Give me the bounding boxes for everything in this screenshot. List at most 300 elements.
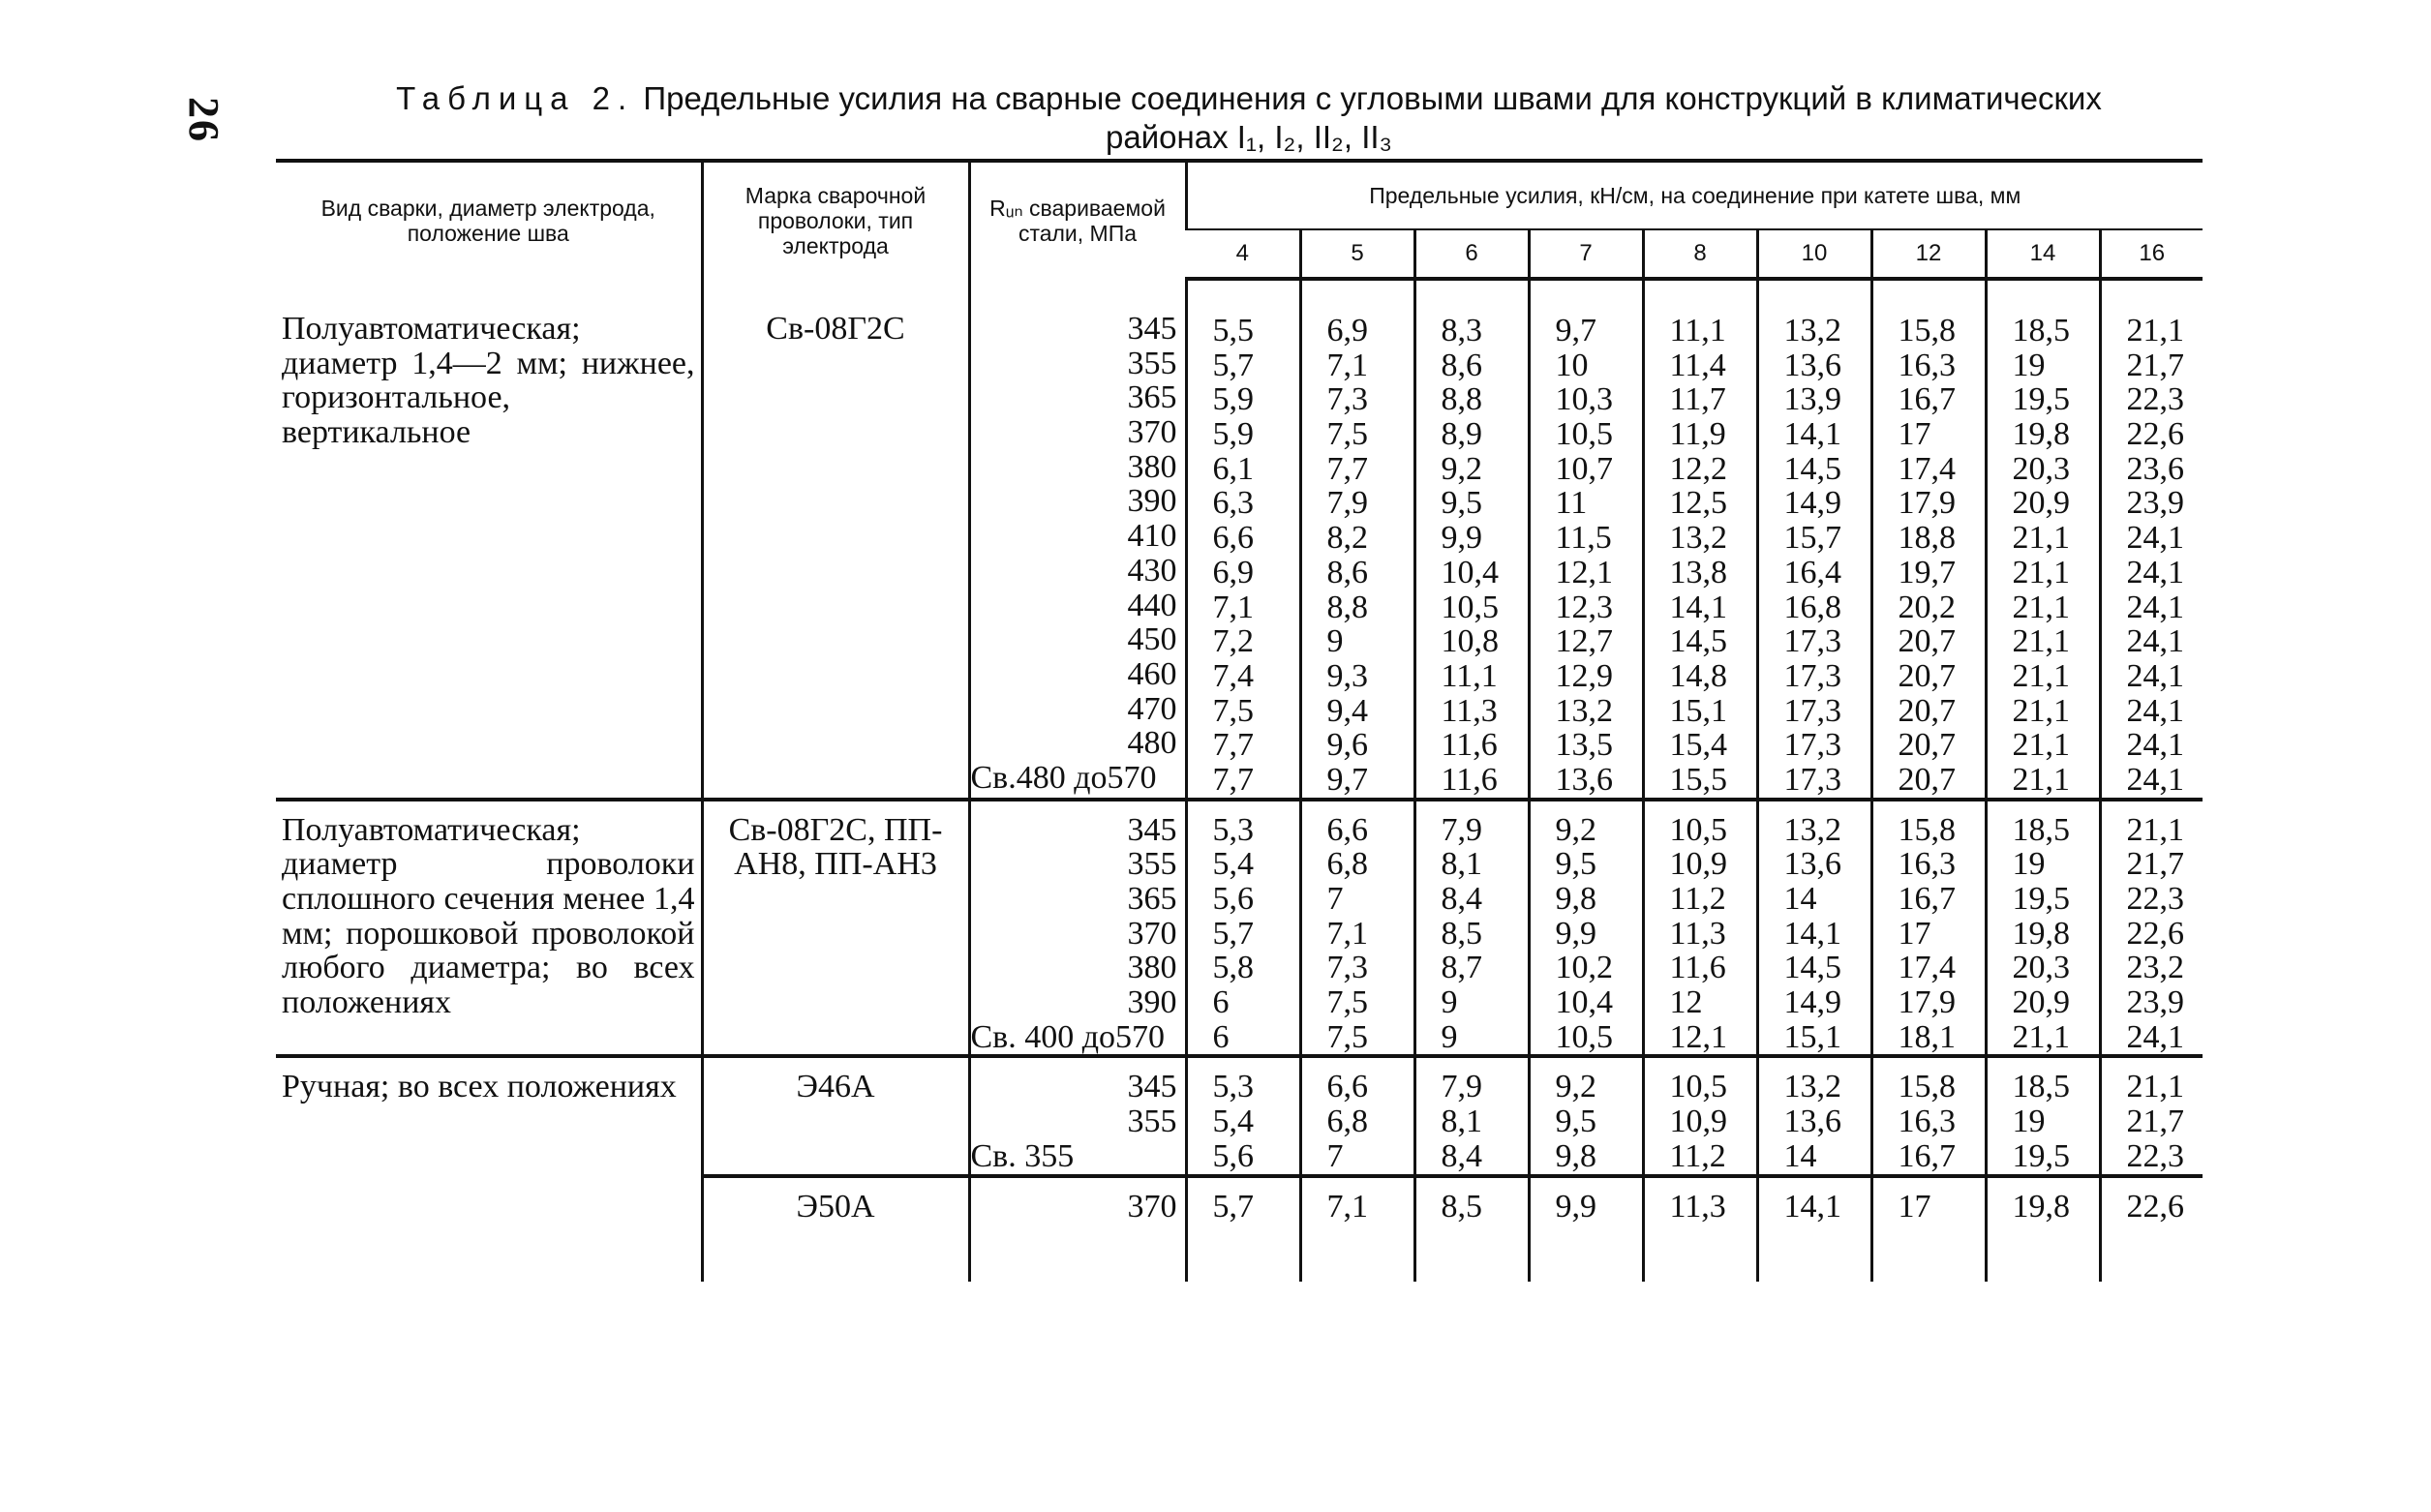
force-cell-leg-12 [1871,1056,1986,1175]
force-value: 6,6 [1212,520,1254,557]
force-value: 17,4 [1898,950,1956,986]
force-value: 21,1 [2012,1018,2070,1055]
force-value: 9,5 [1555,1104,1596,1140]
force-value: 7,5 [1326,416,1368,453]
force-cell-leg-4 [1186,279,1300,800]
force-value: 14,5 [1783,450,1841,487]
force-cell-leg-6 [1414,1176,1529,1225]
force-value: 21,1 [2012,692,2070,729]
run-value: 355 [1127,846,1177,883]
force-value: 13,6 [1783,846,1841,883]
force-value: 10,5 [1669,1069,1727,1105]
force-cell-leg-12 [1871,800,1986,1057]
force-value: 12,7 [1555,623,1613,660]
force-value: 12,1 [1669,1018,1727,1055]
force-value: 9,8 [1555,1137,1596,1174]
force-value: 18,1 [1898,1018,1956,1055]
force-value: 13,8 [1669,554,1727,590]
table-group [276,800,2203,1057]
force-value: 21,1 [2126,811,2184,848]
force-value: 5,7 [1212,347,1254,383]
force-value: 6,8 [1326,846,1368,883]
force-value: 11,3 [1441,692,1498,729]
force-value: 20,3 [2012,450,2070,487]
force-cell-leg-14 [1986,1056,2100,1175]
force-value: 13,2 [1783,313,1841,348]
force-cell-leg-14 [1986,279,2100,800]
header-leg-8: 8 [1643,229,1757,279]
force-value: 10,5 [1441,589,1499,625]
force-value: 12,5 [1669,485,1727,522]
force-value: 18,5 [2012,313,2070,348]
force-value: 5,8 [1212,950,1254,986]
force-value: 14 [1783,881,1817,917]
force-cell-leg-5 [1300,1176,1414,1225]
force-value: 9,2 [1555,811,1596,848]
force-value: 14,1 [1783,416,1841,453]
run-value: 430 [1127,552,1177,589]
caption-text-line1: Предельные усилия на сварные соединения с угловыми швами для конструкций в климатических [634,80,2102,116]
force-cell-leg-7 [1529,1176,1643,1225]
table-group [276,1056,2203,1175]
run-value: 345 [1127,811,1177,848]
force-value: 11,5 [1555,520,1612,557]
force-value: 9,9 [1441,520,1482,557]
force-value: 11,6 [1441,727,1498,764]
force-value: 17,9 [1898,485,1956,522]
force-value: 12,2 [1669,450,1727,487]
force-value: 11,1 [1441,657,1498,694]
force-cell-leg-7 [1529,800,1643,1057]
force-value: 19,5 [2012,381,2070,418]
force-value: 9,9 [1555,1188,1596,1225]
run-value: 370 [1127,915,1177,952]
force-value: 7,1 [1326,1188,1368,1225]
force-value: 11,3 [1669,1188,1726,1225]
force-value: 22,6 [2126,1188,2184,1225]
force-value: 10,4 [1441,554,1499,590]
force-value: 7,9 [1441,1069,1482,1105]
force-value: 23,6 [2126,450,2184,487]
force-cell-leg-8 [1643,1056,1757,1175]
force-value: 22,6 [2126,915,2184,952]
force-value: 18,8 [1898,520,1956,557]
force-value: 21,7 [2126,347,2184,383]
header-leg-5: 5 [1300,229,1414,279]
force-value: 20,7 [1898,692,1956,729]
force-cell-leg-16 [2100,800,2203,1057]
force-value: 17,3 [1783,727,1841,764]
force-value: 9,4 [1326,692,1368,729]
run-value: 355 [1127,345,1177,381]
force-value: 7,3 [1326,381,1368,418]
force-value: 19,5 [2012,881,2070,917]
force-value: 21,1 [2126,313,2184,348]
force-value: 7,7 [1326,450,1368,487]
force-value: 17,3 [1783,623,1841,660]
force-cell-leg-10 [1757,1056,1871,1175]
force-value: 22,6 [2126,416,2184,453]
table-group [276,279,2203,800]
force-value: 7,7 [1212,727,1254,764]
force-value: 9 [1326,623,1344,660]
force-cell-leg-10 [1757,1176,1871,1225]
force-value: 19,8 [2012,1188,2070,1225]
force-value: 19 [2012,347,2046,383]
force-value: 16,3 [1898,846,1956,883]
force-value: 14,9 [1783,485,1841,522]
force-value: 13,2 [1669,520,1727,557]
force-value: 19,5 [2012,1137,2070,1174]
run-value: Св. 400 до570 [970,1018,1166,1055]
table-row [276,279,2203,800]
force-value: 10 [1555,347,1589,383]
force-value: 20,3 [2012,950,2070,986]
force-value: 14,5 [1669,623,1727,660]
force-value: 17,9 [1898,984,1956,1021]
force-value: 20,7 [1898,623,1956,660]
force-value: 6,6 [1326,1069,1368,1105]
run-value: 345 [1127,1069,1177,1105]
force-value: 15,7 [1783,520,1841,557]
run-value: 440 [1127,587,1177,623]
force-value: 8,4 [1441,881,1482,917]
force-value: 11,9 [1669,416,1726,453]
force-value: 10,7 [1555,450,1613,487]
force-value: 21,7 [2126,846,2184,883]
force-value: 7,7 [1212,761,1254,798]
empty-cell [2100,1224,2203,1282]
force-value: 8,5 [1441,915,1482,952]
force-value: 14,1 [1669,589,1727,625]
force-value: 6,9 [1212,554,1254,590]
force-value: 8,9 [1441,416,1482,453]
wire-brand-cell: Св-08Г2С [702,279,969,800]
caption-label: Таблица 2. [396,80,635,116]
force-value: 20,7 [1898,761,1956,798]
header-run: Rᵤₙ свариваемой стали, МПа [969,161,1186,279]
force-value: 17,3 [1783,761,1841,798]
force-value: 10,4 [1555,984,1613,1021]
header-leg-14: 14 [1986,229,2100,279]
force-cell-leg-7 [1529,279,1643,800]
force-value: 11,1 [1669,313,1726,348]
force-cell-leg-16 [2100,1056,2203,1175]
force-cell-leg-6 [1414,279,1529,800]
force-value: 14,8 [1669,657,1727,694]
force-value: 15,1 [1669,692,1727,729]
force-value: 7,3 [1326,950,1368,986]
force-cell-leg-8 [1643,1176,1757,1225]
force-value: 17,3 [1783,692,1841,729]
force-value: 6 [1212,1018,1230,1055]
run-cell [969,1176,1186,1225]
force-cell-leg-5 [1300,279,1414,800]
force-value: 17 [1898,1188,1931,1225]
wire-brand-cell: Св-08Г2С, ПП-АН8, ПП-АН3 [702,800,969,1057]
force-value: 9,8 [1555,881,1596,917]
force-value: 5,4 [1212,846,1254,883]
table-row [276,1056,2203,1175]
force-cell-leg-14 [1986,800,2100,1057]
force-value: 8,7 [1441,950,1482,986]
force-value: 17,3 [1783,657,1841,694]
weld-limits-table [276,159,2203,1282]
force-value: 9,5 [1441,485,1482,522]
force-value: 10,5 [1555,1018,1613,1055]
force-value: 21,1 [2012,657,2070,694]
run-value: 410 [1127,518,1177,555]
force-value: 8,6 [1441,347,1482,383]
force-value: 9,7 [1555,313,1596,348]
force-cell-leg-8 [1643,279,1757,800]
force-value: 11,6 [1669,950,1726,986]
force-value: 24,1 [2126,1018,2184,1055]
force-value: 24,1 [2126,761,2184,798]
force-value: 18,5 [2012,1069,2070,1105]
header-leg-10: 10 [1757,229,1871,279]
force-value: 19 [2012,1104,2046,1140]
run-value: 390 [1127,483,1177,520]
header-limit-forces: Предельные усилия, кН/см, на соединение при катете шва, мм [1186,161,2203,229]
header-wire-brand: Марка сварочной проволоки, тип электрода [702,161,969,279]
header-leg-12: 12 [1871,229,1986,279]
force-value: 14,5 [1783,950,1841,986]
weld-type-cell [276,1176,702,1225]
force-cell-leg-4 [1186,800,1300,1057]
force-value: 11,4 [1669,347,1726,383]
force-value: 13,5 [1555,727,1613,764]
force-value: 20,9 [2012,485,2070,522]
force-value: 6,6 [1326,811,1368,848]
force-value: 8,2 [1326,520,1368,557]
force-value: 8,5 [1441,1188,1482,1225]
force-value: 19,8 [2012,416,2070,453]
force-cell-leg-5 [1300,800,1414,1057]
force-value: 10,8 [1441,623,1499,660]
force-value: 8,3 [1441,313,1482,348]
force-value: 20,7 [1898,727,1956,764]
table-caption [290,79,2207,157]
force-value: 15,8 [1898,811,1956,848]
run-cell [969,1056,1186,1175]
force-value: 16,3 [1898,1104,1956,1140]
force-value: 8,4 [1441,1137,1482,1174]
empty-cell [1986,1224,2100,1282]
run-cell [969,279,1186,800]
force-value: 5,9 [1212,416,1254,453]
run-value: 480 [1127,725,1177,762]
force-value: 5,5 [1212,313,1254,348]
run-value: 345 [1127,311,1177,347]
run-value: 370 [1127,1188,1177,1225]
force-value: 6,8 [1326,1104,1368,1140]
force-cell-leg-6 [1414,800,1529,1057]
table-row [276,1176,2203,1225]
force-value: 12 [1669,984,1703,1021]
force-value: 21,1 [2012,623,2070,660]
force-value: 20,9 [2012,984,2070,1021]
force-cell-leg-6 [1414,1056,1529,1175]
force-value: 19,8 [2012,915,2070,952]
force-value: 9,7 [1326,761,1368,798]
page-number: 26 [180,97,228,143]
weld-type-cell: Полуавтоматическая; диаметр 1,4—2 мм; нижнее, горизонтальное, вертикальное [282,311,695,451]
wire-brand-cell: Э50А [702,1176,969,1225]
empty-cell [1529,1224,1643,1282]
force-value: 7,5 [1326,984,1368,1021]
run-value: 355 [1127,1104,1177,1140]
force-value: 16,8 [1783,589,1841,625]
force-value: 14,1 [1783,915,1841,952]
force-value: 9,6 [1326,727,1368,764]
force-value: 7,1 [1326,915,1368,952]
run-cell [969,800,1186,1057]
run-value: 365 [1127,379,1177,416]
force-value: 12,9 [1555,657,1613,694]
force-value: 9,2 [1555,1069,1596,1105]
force-value: 24,1 [2126,692,2184,729]
force-cell-leg-10 [1757,800,1871,1057]
weld-type-cell: Полуавтоматическая; диаметр проволоки сплошного сечения менее 1,4 мм; порошковой проволокой любого диаметра; во всех положениях [276,800,702,1057]
force-value: 11 [1555,485,1588,522]
force-cell-leg-8 [1643,800,1757,1057]
force-value: 7 [1326,1137,1344,1174]
empty-cell [1871,1224,1986,1282]
force-cell-leg-5 [1300,1056,1414,1175]
caption-text-line2: районах I₁, I₂, II₂, II₃ [1106,119,1392,155]
force-value: 11,3 [1669,915,1726,952]
force-value: 16,7 [1898,381,1956,418]
force-value: 21,7 [2126,1104,2184,1140]
force-value: 11,2 [1669,1137,1726,1174]
force-value: 16,3 [1898,347,1956,383]
force-value: 24,1 [2126,554,2184,590]
force-cell-leg-16 [2100,279,2203,800]
force-value: 12,3 [1555,589,1613,625]
force-value: 14,9 [1783,984,1841,1021]
force-value: 10,9 [1669,846,1727,883]
force-value: 17,4 [1898,450,1956,487]
force-value: 20,7 [1898,657,1956,694]
empty-cell [1757,1224,1871,1282]
header-leg-4: 4 [1186,229,1300,279]
force-value: 21,1 [2012,554,2070,590]
force-value: 13,6 [1783,347,1841,383]
empty-cell [1643,1224,1757,1282]
force-value: 19,7 [1898,554,1956,590]
run-value: Св.480 до570 [970,759,1157,796]
force-value: 15,1 [1783,1018,1841,1055]
force-value: 11,6 [1441,761,1498,798]
force-value: 7 [1326,881,1344,917]
force-value: 10,5 [1669,811,1727,848]
table-group [276,1176,2203,1225]
force-value: 9,2 [1441,450,1482,487]
table-row [276,800,2203,1057]
force-value: 16,7 [1898,881,1956,917]
force-value: 5,9 [1212,381,1254,418]
force-cell-leg-10 [1757,279,1871,800]
force-value: 9,3 [1326,657,1368,694]
force-value: 5,6 [1212,881,1254,917]
force-value: 7,5 [1326,1018,1368,1055]
force-value: 8,6 [1326,554,1368,590]
force-value: 24,1 [2126,727,2184,764]
force-cell-leg-4 [1186,1056,1300,1175]
force-value: 6,9 [1326,313,1368,348]
force-value: 21,1 [2012,727,2070,764]
force-value: 7,9 [1441,811,1482,848]
header-leg-16: 16 [2100,229,2203,279]
run-value: 390 [1127,984,1177,1021]
force-value: 10,5 [1555,416,1613,453]
force-value: 13,2 [1555,692,1613,729]
force-value: 17 [1898,416,1931,453]
force-cell-leg-7 [1529,1056,1643,1175]
force-cell-leg-12 [1871,1176,1986,1225]
force-value: 14 [1783,1137,1817,1174]
force-value: 7,1 [1326,347,1368,383]
force-value: 7,9 [1326,485,1368,522]
force-value: 10,2 [1555,950,1613,986]
force-value: 17 [1898,915,1931,952]
run-value: 370 [1127,414,1177,451]
run-value: 470 [1127,690,1177,727]
force-value: 9,5 [1555,846,1596,883]
header-leg-7: 7 [1529,229,1643,279]
force-value: 15,5 [1669,761,1727,798]
force-value: 21,1 [2012,589,2070,625]
force-value: 6,1 [1212,450,1254,487]
force-value: 15,8 [1898,1069,1956,1105]
force-value: 8,8 [1326,589,1368,625]
force-value: 21,1 [2012,520,2070,557]
force-value: 5,7 [1212,1188,1254,1225]
force-value: 13,6 [1783,1104,1841,1140]
force-value: 8,1 [1441,846,1482,883]
run-value: 380 [1127,950,1177,986]
force-value: 7,4 [1212,657,1254,694]
force-value: 5,3 [1212,1069,1254,1105]
force-value: 5,7 [1212,915,1254,952]
force-value: 20,2 [1898,589,1956,625]
force-value: 22,3 [2126,1137,2184,1174]
empty-cell [1414,1224,1529,1282]
force-value: 11,7 [1669,381,1726,418]
force-value: 23,9 [2126,485,2184,522]
force-value: 15,8 [1898,313,1956,348]
force-value: 21,1 [2126,1069,2184,1105]
force-value: 15,4 [1669,727,1727,764]
force-value: 5,4 [1212,1104,1254,1140]
force-value: 24,1 [2126,520,2184,557]
force-value: 22,3 [2126,381,2184,418]
empty-cell [702,1224,969,1282]
force-value: 16,7 [1898,1137,1956,1174]
force-cell-leg-16 [2100,1176,2203,1225]
run-value: 450 [1127,621,1177,658]
force-value: 23,9 [2126,984,2184,1021]
table-tail-row [276,1224,2203,1282]
run-value: 380 [1127,448,1177,485]
force-value: 8,8 [1441,381,1482,418]
force-value: 9,9 [1555,915,1596,952]
empty-cell [1300,1224,1414,1282]
force-value: 23,2 [2126,950,2184,986]
force-value: 16,4 [1783,554,1841,590]
force-value: 6 [1212,984,1230,1021]
